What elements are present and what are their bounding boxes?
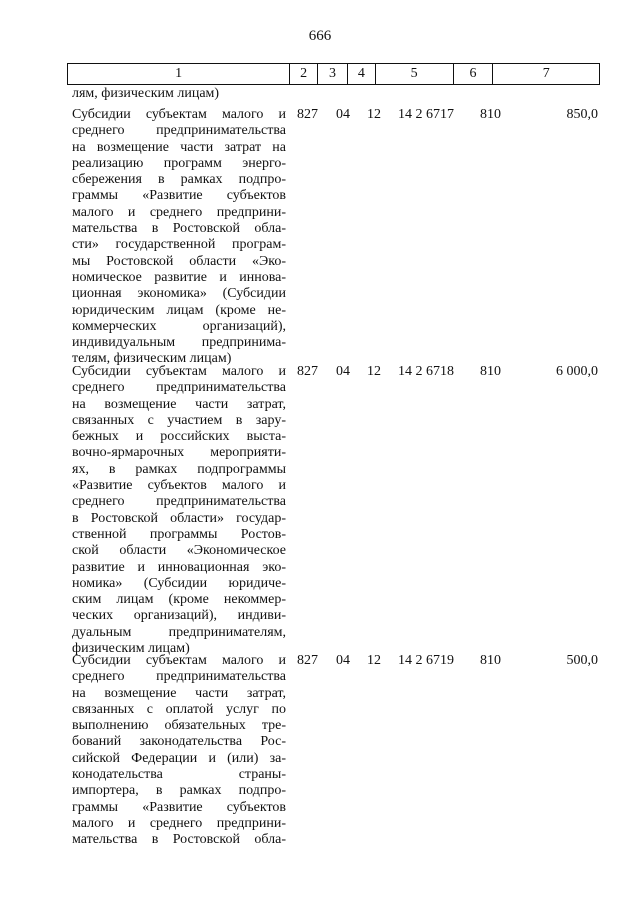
description-line: телям, физическим лицам) (72, 351, 232, 367)
description-line: конодательства страны- (72, 767, 286, 783)
description-line: импортера, в рамках подпро- (72, 783, 286, 799)
description-line: связанных с участием в зару- (72, 412, 286, 428)
description-line: ской области «Экономическое (72, 543, 286, 559)
expense-type-code: 810 (480, 653, 501, 668)
column-header-6: 6 (454, 64, 494, 84)
description-line: индивидуальным предпринима- (72, 335, 286, 351)
target-code: 14 2 6717 (398, 107, 454, 122)
subsection-code: 12 (367, 107, 381, 122)
description-line: на возмещение части затрат, (72, 396, 286, 412)
description-line: вочно-ярмарочных мероприяти- (72, 445, 286, 461)
column-header-5: 5 (376, 64, 454, 84)
amount: 6 000,0 (556, 364, 598, 379)
description-line: бежных и российских выста- (72, 429, 286, 445)
description-line: в Ростовской области» государ- (72, 510, 286, 526)
description-line: ственной программы Ростов- (72, 526, 286, 542)
target-code: 14 2 6718 (398, 364, 454, 379)
description-line: «Развитие субъектов малого и (72, 478, 286, 494)
table-header (67, 63, 600, 85)
description-line: малого и среднего предприни- (72, 204, 286, 220)
column-header-1: 1 (68, 64, 290, 84)
subsection-code: 12 (367, 653, 381, 668)
section-code: 04 (336, 364, 350, 379)
section-code: 04 (336, 653, 350, 668)
description-line: коммерческих организаций), (72, 318, 286, 334)
ministry-code: 827 (297, 107, 318, 122)
description-line: Субсидии субъектам малого и (72, 107, 286, 122)
description-line: ционная экономика» (Субсидии (72, 286, 286, 302)
description-line: среднего предпринимательства (72, 123, 286, 139)
target-code: 14 2 6719 (398, 653, 454, 668)
row-description (72, 107, 286, 368)
description-line: граммы «Развитие субъектов (72, 188, 286, 204)
description-line: номика» (Субсидии юридиче- (72, 575, 286, 591)
description-line: среднего предпринимательства (72, 380, 286, 396)
row-description (72, 364, 286, 657)
column-header-7: 7 (542, 66, 550, 81)
description-line: юридическим лицам (кроме не- (72, 302, 286, 318)
ministry-code: 827 (297, 364, 318, 379)
description-line: ским лицам (кроме некоммер- (72, 592, 286, 608)
description-line: Субсидии субъектам малого и (72, 364, 286, 379)
description-line: ях, в рамках подпрограммы (72, 461, 286, 477)
description-line: среднего предпринимательства (72, 669, 286, 685)
description-line: мы Ростовской области «Эко- (72, 253, 286, 269)
description-line: сийской Федерации и (или) за- (72, 750, 286, 766)
description-line: на возмещение части затрат, (72, 685, 286, 701)
ministry-code: 827 (297, 653, 318, 668)
description-line: дуальным предпринимателям, (72, 624, 286, 640)
description-line: граммы «Развитие субъектов (72, 799, 286, 815)
amount: 850,0 (566, 107, 598, 122)
description-line: номическое развитие и иннова- (72, 269, 286, 285)
column-header-2: 2 (290, 64, 318, 84)
row-description (72, 653, 286, 849)
description-line: мательства в Ростовской обла- (72, 221, 286, 237)
description-line: реализацию программ энерго- (72, 155, 286, 171)
amount: 500,0 (566, 653, 598, 668)
description-line: среднего предпринимательства (72, 494, 286, 510)
description-line: мательства в Ростовской обла- (72, 832, 286, 848)
column-header-3: 3 (318, 64, 348, 84)
description-line: сбережения в рамках подпро- (72, 172, 286, 188)
continuation-text: лям, физическим лицам) (72, 86, 220, 101)
description-line: бований законодательства Рос- (72, 734, 286, 750)
description-line: сти» государственной програм- (72, 237, 286, 253)
description-line: на возмещение части затрат на (72, 139, 286, 155)
description-line: малого и среднего предприни- (72, 815, 286, 831)
subsection-code: 12 (367, 364, 381, 379)
description-line: связанных с оплатой услуг по (72, 701, 286, 717)
description-line: ческих организаций), индиви- (72, 608, 286, 624)
section-code: 04 (336, 107, 350, 122)
description-line: Субсидии субъектам малого и (72, 653, 286, 668)
column-header-4: 4 (348, 64, 376, 84)
description-line: развитие и инновационная эко- (72, 559, 286, 575)
expense-type-code: 810 (480, 107, 501, 122)
expense-type-code: 810 (480, 364, 501, 379)
description-line: выполнению обязательных тре- (72, 718, 286, 734)
description-line: физическим лицам) (72, 641, 190, 657)
page-number: 666 (308, 28, 332, 44)
